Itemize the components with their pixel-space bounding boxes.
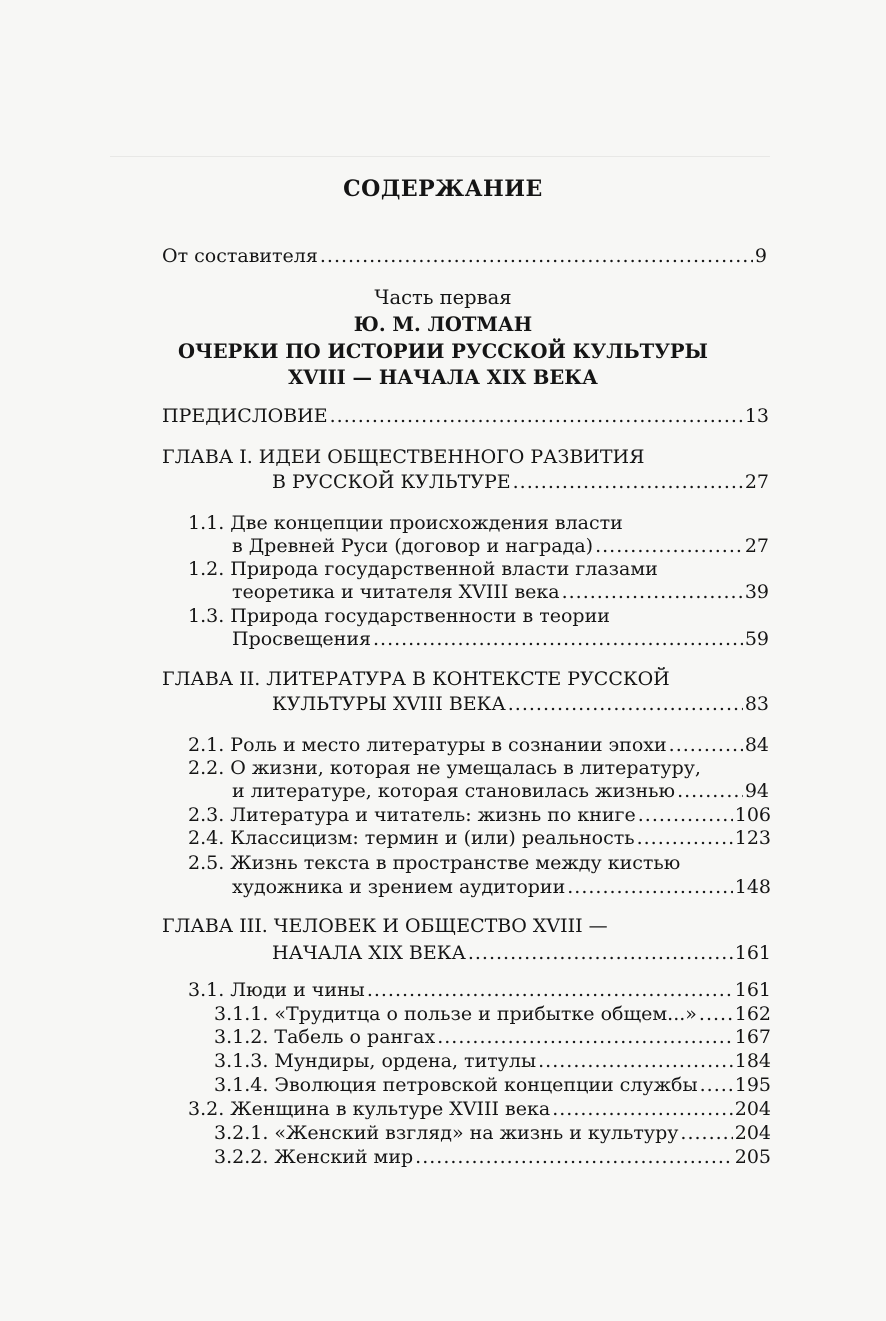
toc-entry-label: 2.1. Роль и место литературы в сознании эпохи (188, 734, 667, 756)
toc-entry-preface[interactable] (162, 405, 769, 428)
page-number: 106 (734, 804, 771, 826)
page-number: 13 (744, 405, 769, 427)
bleed-through-rule (110, 156, 770, 157)
toc-entry-section-2-3[interactable] (188, 804, 771, 827)
page-number: 148 (734, 876, 771, 898)
part-label: Часть первая (374, 286, 512, 309)
toc-entry-label: 3.1.3. Мундиры, ордена, титулы (214, 1050, 537, 1072)
page-number: 184 (734, 1050, 771, 1072)
page-number: 162 (734, 1003, 771, 1025)
toc-entry-label: 3.1. Люди и чины (188, 979, 365, 1001)
toc-entry-label: 3.2.2. Женский мир (214, 1146, 414, 1168)
toc-entry-section-3-2-2[interactable] (214, 1146, 771, 1169)
section-1-2-line1[interactable]: 1.2. Природа государственной власти глазами (188, 558, 658, 580)
dot-leader (468, 942, 733, 965)
toc-entry-section-2-4[interactable] (188, 827, 771, 850)
toc-entry-section-1-2[interactable] (232, 581, 769, 604)
dot-leader (700, 1074, 733, 1097)
section-2-5-line1[interactable]: 2.5. Жизнь текста в пространстве между кистью (188, 852, 681, 874)
toc-entry-section-1-1[interactable] (232, 535, 769, 558)
toc-entry-section-3-1-1[interactable] (214, 1003, 771, 1026)
page-number: 204 (734, 1098, 771, 1120)
toc-entry-label: От составителя (162, 245, 318, 267)
toc-entry-label: 3.2. Женщина в культуре XVIII века (188, 1098, 551, 1120)
toc-entry-section-3-2-1[interactable] (214, 1122, 771, 1145)
toc-entry-chapter-3[interactable] (272, 942, 771, 965)
dot-leader (513, 471, 743, 494)
page-number: 94 (744, 780, 769, 802)
dot-leader (320, 245, 753, 268)
toc-entry-label: теоретика и читателя XVIII века (232, 581, 560, 603)
toc-entry-section-3-1[interactable] (188, 979, 771, 1002)
toc-entry-label: художника и зрением аудитории (232, 876, 566, 898)
page-number: 123 (734, 827, 771, 849)
toc-entry-label: 3.1.1. «Трудитца о пользе и прибытке общем...» (214, 1003, 697, 1025)
part-title-line2: XVIII — НАЧАЛА XIX ВЕКА (288, 366, 598, 389)
toc-entry-label: в Древней Руси (договор и награда) (232, 535, 594, 557)
part-title-line1: ОЧЕРКИ ПО ИСТОРИИ РУССКОЙ КУЛЬТУРЫ (178, 340, 708, 363)
page-number: 84 (744, 734, 769, 756)
toc-entry-section-1-3[interactable] (232, 628, 769, 651)
chapter-1-heading-line1[interactable]: ГЛАВА I. ИДЕИ ОБЩЕСТВЕННОГО РАЗВИТИЯ (162, 446, 645, 468)
toc-entry-section-3-1-3[interactable] (214, 1050, 771, 1073)
toc-entry-label: Просвещения (232, 628, 371, 650)
dot-leader (699, 1003, 733, 1026)
toc-entry-label: ПРЕДИСЛОВИЕ (162, 405, 328, 427)
dot-leader (680, 1122, 732, 1145)
toc-entry-label: 3.1.2. Табель о рангах (214, 1026, 436, 1048)
dot-leader (415, 1146, 733, 1169)
section-2-2-line1[interactable]: 2.2. О жизни, которая не умещалась в литературу, (188, 757, 701, 779)
toc-entry-chapter-1[interactable] (272, 471, 769, 494)
toc-entry-front[interactable] (162, 245, 767, 268)
toc-entry-label: 2.4. Классицизм: термин и (или) реальность (188, 827, 635, 849)
page-number: 161 (734, 979, 771, 1001)
toc-entry-chapter-2[interactable] (272, 693, 769, 716)
dot-leader (538, 1050, 733, 1073)
toc-entry-label: 2.3. Литература и читатель: жизнь по книге (188, 804, 636, 826)
toc-entry-label: В РУССКОЙ КУЛЬТУРЕ (272, 471, 511, 493)
section-1-1-line1[interactable]: 1.1. Две концепции происхождения власти (188, 512, 623, 534)
dot-leader (508, 693, 743, 716)
section-1-3-line1[interactable]: 1.3. Природа государственности в теории (188, 605, 610, 627)
page-number: 161 (734, 942, 771, 964)
dot-leader (638, 804, 733, 827)
part-author: Ю. М. ЛОТМАН (353, 313, 533, 336)
dot-leader (595, 535, 743, 558)
page-number: 59 (744, 628, 769, 650)
page-number: 27 (744, 535, 769, 557)
dot-leader (330, 405, 743, 428)
page-number: 167 (734, 1026, 771, 1048)
toc-entry-section-2-5[interactable] (232, 876, 771, 899)
page-number: 205 (734, 1146, 771, 1168)
dot-leader (567, 876, 732, 899)
dot-leader (677, 780, 743, 803)
page-number: 9 (754, 245, 767, 267)
toc-entry-label: КУЛЬТУРЫ XVIII ВЕКА (272, 693, 506, 715)
toc-entry-section-3-1-2[interactable] (214, 1026, 771, 1049)
dot-leader (373, 628, 743, 651)
page-number: 83 (744, 693, 769, 715)
toc-entry-label: 3.1.4. Эволюция петровской концепции службы (214, 1074, 698, 1096)
toc-entry-label: 3.2.1. «Женский взгляд» на жизнь и культуру (214, 1122, 679, 1144)
toc-entry-section-3-2[interactable] (188, 1098, 771, 1121)
page-title: СОДЕРЖАНИЕ (343, 176, 543, 202)
toc-entry-section-3-1-4[interactable] (214, 1074, 771, 1097)
dot-leader (669, 734, 743, 757)
chapter-2-heading-line1[interactable]: ГЛАВА II. ЛИТЕРАТУРА В КОНТЕКСТЕ РУССКОЙ (162, 668, 670, 690)
dot-leader (437, 1026, 733, 1049)
page-number: 204 (734, 1122, 771, 1144)
toc-entry-label: НАЧАЛА XIX ВЕКА (272, 942, 466, 964)
dot-leader (637, 827, 733, 850)
page-number: 27 (744, 471, 769, 493)
toc-entry-label: и литературе, которая становилась жизнью (232, 780, 676, 802)
page-number: 39 (744, 581, 769, 603)
toc-entry-section-2-1[interactable] (188, 734, 769, 757)
chapter-3-heading-line1[interactable]: ГЛАВА III. ЧЕЛОВЕК И ОБЩЕСТВО XVIII — (162, 915, 608, 937)
toc-entry-section-2-2[interactable] (232, 780, 769, 803)
dot-leader (367, 979, 733, 1002)
dot-leader (552, 1098, 733, 1121)
dot-leader (562, 581, 743, 604)
page-number: 195 (734, 1074, 771, 1096)
